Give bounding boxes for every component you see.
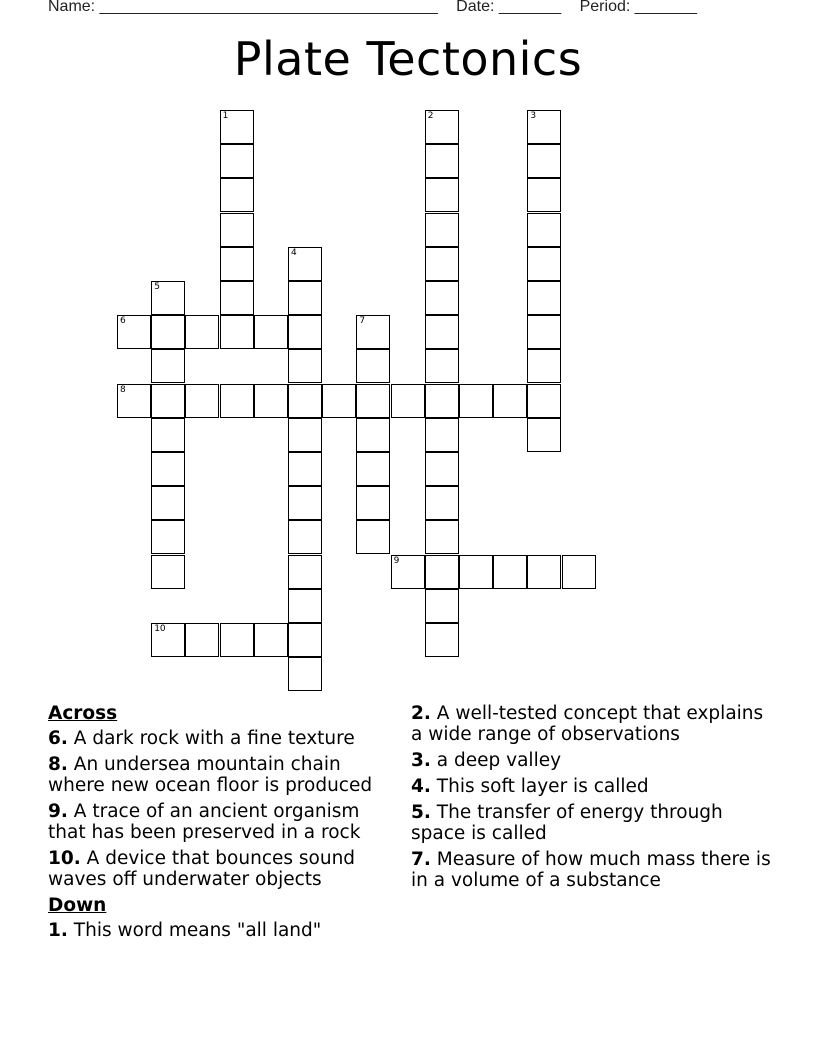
clue-number: 6.: [48, 728, 68, 749]
crossword-cell[interactable]: [288, 418, 322, 452]
clue-number: 4.: [411, 776, 431, 797]
clue-number-label: 1: [222, 111, 229, 121]
crossword-cell[interactable]: [527, 418, 561, 452]
crossword-cell[interactable]: [117, 384, 151, 418]
crossword-cell[interactable]: [356, 486, 390, 520]
crossword-cell[interactable]: [527, 281, 561, 315]
across-heading: Across: [48, 703, 118, 724]
crossword-cell[interactable]: [117, 315, 151, 349]
crossword-cell[interactable]: [356, 384, 390, 418]
clue-number-label: 6: [120, 316, 126, 327]
clue-text: Measure of how much mass there is in a volume of a substance: [411, 849, 771, 891]
crossword-cell[interactable]: [425, 144, 459, 178]
crossword-cell[interactable]: [151, 315, 185, 349]
crossword-cell[interactable]: [356, 452, 390, 486]
crossword-cell[interactable]: [220, 315, 254, 349]
crossword-cell[interactable]: [425, 349, 459, 383]
crossword-cell[interactable]: [151, 452, 185, 486]
crossword-cell[interactable]: [220, 247, 254, 281]
crossword-cell[interactable]: [220, 178, 254, 212]
clue-down-2: [411, 703, 771, 745]
clue-down-5: [411, 802, 771, 844]
crossword-cell[interactable]: [356, 315, 390, 349]
crossword-cell[interactable]: [425, 213, 459, 247]
clue-text: A device that bounces sound waves off underwater objects: [48, 848, 356, 890]
crossword-cell[interactable]: [425, 520, 459, 554]
clue-text: a deep valley: [436, 750, 562, 771]
crossword-cell[interactable]: [391, 384, 425, 418]
page-title: Plate Tectonics: [233, 32, 583, 86]
crossword-cell[interactable]: [151, 384, 185, 418]
crossword-cell[interactable]: [288, 486, 322, 520]
crossword-cell[interactable]: [425, 623, 459, 657]
crossword-cell[interactable]: [322, 384, 356, 418]
clue-number-label: 5: [154, 282, 160, 292]
clue-across-10: [48, 848, 400, 890]
clue-text: A trace of an ancient organism that has been preserved in a rock: [48, 801, 361, 843]
crossword-cell[interactable]: [288, 247, 322, 281]
crossword-cell[interactable]: [527, 144, 561, 178]
clue-text: This word means "all land": [73, 920, 322, 941]
clue-down-3: [411, 750, 771, 771]
clue-down-7: [411, 849, 771, 891]
crossword-cell[interactable]: [527, 349, 561, 383]
clue-number: 10.: [48, 848, 81, 869]
period-field[interactable]: Period: _______: [579, 0, 698, 15]
clue-text: The transfer of energy through space is called: [411, 802, 723, 844]
crossword-cell[interactable]: [425, 589, 459, 623]
clue-number-label: 10: [154, 624, 166, 634]
crossword-cell[interactable]: [391, 555, 425, 589]
crossword-cell[interactable]: [220, 281, 254, 315]
crossword-cell[interactable]: [185, 384, 219, 418]
crossword-cell[interactable]: [425, 315, 459, 349]
clue-text: This soft layer is called: [436, 776, 649, 797]
clue-number-label: 3: [530, 111, 537, 121]
crossword-cell[interactable]: [356, 418, 390, 452]
crossword-cell[interactable]: [527, 247, 561, 281]
clue-text: A dark rock with a fine texture: [73, 728, 355, 749]
crossword-cell[interactable]: [151, 281, 185, 315]
clue-number-label: 9: [393, 555, 400, 566]
crossword-cell[interactable]: [527, 178, 561, 212]
clue-across-8: [48, 754, 400, 796]
clue-number: 7.: [411, 849, 431, 870]
crossword-cell[interactable]: [527, 213, 561, 247]
clues-left-column: [48, 703, 400, 946]
crossword-cell[interactable]: [425, 281, 459, 315]
clue-number: 3.: [411, 750, 431, 771]
down-heading: Down: [48, 895, 107, 916]
clue-number: 5.: [411, 802, 431, 823]
clue-number: 1.: [48, 920, 68, 941]
crossword-cell[interactable]: [185, 315, 219, 349]
crossword-cell[interactable]: [425, 384, 459, 418]
crossword-cell[interactable]: [527, 384, 561, 418]
crossword-cell[interactable]: [288, 349, 322, 383]
clue-across-9: [48, 801, 400, 843]
crossword-cell[interactable]: [459, 384, 493, 418]
crossword-cell[interactable]: [220, 384, 254, 418]
crossword-cell[interactable]: [493, 384, 527, 418]
clue-text: An undersea mountain chain where new ocean floor is produced: [48, 754, 373, 796]
crossword-cell[interactable]: [288, 281, 322, 315]
crossword-cell[interactable]: [425, 418, 459, 452]
crossword-cell[interactable]: [288, 384, 322, 418]
crossword-cell[interactable]: [459, 555, 493, 589]
crossword-cell[interactable]: [220, 213, 254, 247]
crossword-cell[interactable]: [185, 623, 219, 657]
crossword-cell[interactable]: [151, 555, 185, 589]
crossword-cell[interactable]: [151, 418, 185, 452]
clue-number: 9.: [48, 801, 68, 822]
crossword-cell[interactable]: [288, 623, 322, 657]
crossword-cell[interactable]: [151, 520, 185, 554]
clues-right-column: [411, 703, 771, 896]
crossword-cell[interactable]: [254, 623, 288, 657]
crossword-cell[interactable]: [151, 623, 185, 657]
crossword-cell[interactable]: [220, 110, 254, 144]
crossword-cell[interactable]: [356, 349, 390, 383]
crossword-cell[interactable]: [562, 555, 596, 589]
clue-number: 2.: [411, 703, 431, 724]
crossword-cell[interactable]: [425, 247, 459, 281]
crossword-cell[interactable]: [288, 315, 322, 349]
crossword-cell[interactable]: [356, 520, 390, 554]
name-field[interactable]: Name: ______________________________________: [48, 0, 438, 15]
crossword-cell[interactable]: [527, 315, 561, 349]
crossword-cell[interactable]: [220, 623, 254, 657]
clue-number-label: 2: [427, 111, 434, 121]
crossword-cell[interactable]: [151, 349, 185, 383]
crossword-cell[interactable]: [527, 555, 561, 589]
crossword-cell[interactable]: [288, 589, 322, 623]
crossword-cell[interactable]: [254, 384, 288, 418]
crossword-cell[interactable]: [288, 452, 322, 486]
crossword-cell[interactable]: [151, 486, 185, 520]
clue-text: A well-tested concept that explains a wide range of observations: [411, 703, 764, 745]
clue-down-4: [411, 776, 771, 797]
crossword-cell[interactable]: [425, 555, 459, 589]
clue-down-1: [48, 920, 400, 941]
crossword-cell[interactable]: [425, 110, 459, 144]
crossword-cell[interactable]: [425, 452, 459, 486]
crossword-cell[interactable]: [288, 520, 322, 554]
clue-number: 8.: [48, 754, 68, 775]
crossword-cell[interactable]: [425, 178, 459, 212]
crossword-cell[interactable]: [288, 555, 322, 589]
clue-number-label: 8: [120, 384, 126, 395]
crossword-cell[interactable]: [254, 315, 288, 349]
clue-number-label: 7: [359, 316, 366, 327]
crossword-cell[interactable]: [220, 144, 254, 178]
clue-across-6: [48, 728, 400, 749]
crossword-cell[interactable]: [527, 110, 561, 144]
crossword-cell[interactable]: [493, 555, 527, 589]
date-field[interactable]: Date: _______: [456, 0, 562, 15]
clue-number-label: 4: [291, 247, 297, 258]
crossword-cell[interactable]: [425, 486, 459, 520]
crossword-cell[interactable]: [288, 657, 322, 691]
